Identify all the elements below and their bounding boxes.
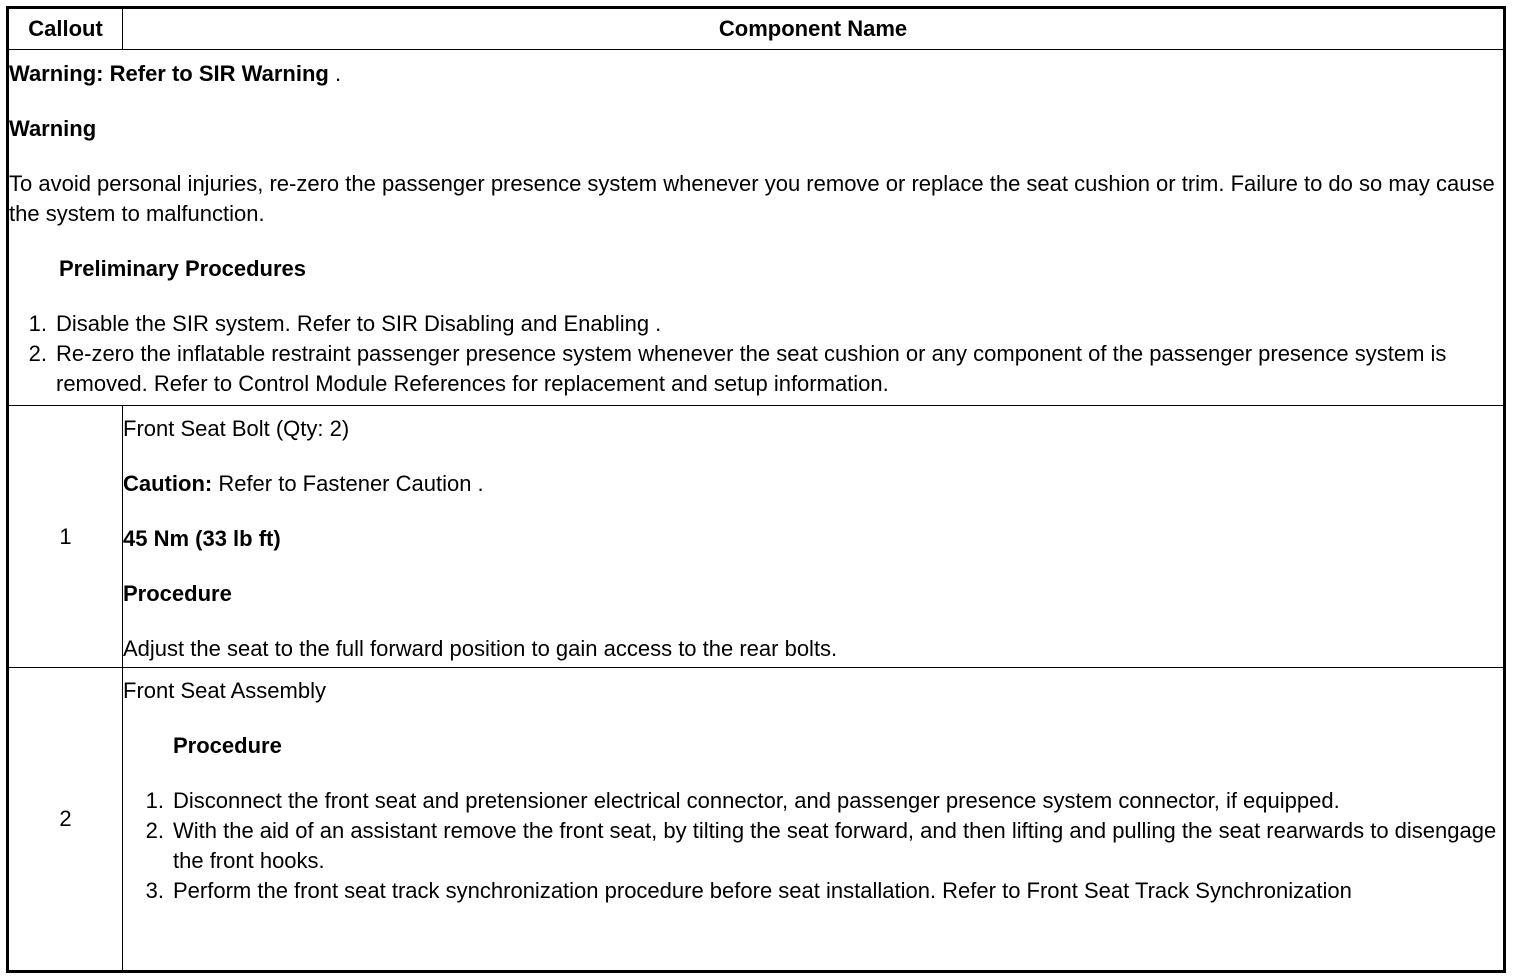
preliminary-procedures-title: Preliminary Procedures xyxy=(59,256,307,281)
procedure-text: Adjust the seat to the full forward position to gain access to the rear bolts. xyxy=(123,636,838,661)
intro-row xyxy=(8,50,1505,406)
component-cell xyxy=(123,406,1505,668)
warning-body: To avoid personal injuries, re-zero the passenger presence system whenever you remove or replace the seat cushion or trim. Failure to do so may cause the system to malfunction. xyxy=(9,171,1495,226)
procedure-title: Procedure xyxy=(173,733,282,758)
header-component-name: Component Name xyxy=(123,8,1505,50)
preliminary-steps-list xyxy=(9,309,1503,399)
callout-number: 1 xyxy=(8,406,123,668)
component-name: Front Seat Assembly xyxy=(123,678,326,703)
component-name: Front Seat Bolt (Qty: 2) xyxy=(123,416,350,441)
list-item: 2. Re-zero the inflatable restraint passenger presence system whenever the seat cushion or any component of the passenger presence system is removed. Refer to Control Module References for replacement and setup information. xyxy=(28,341,1447,396)
procedure-steps-list xyxy=(123,786,1503,906)
table-row xyxy=(8,406,1505,668)
list-item: 1. Disconnect the front seat and pretensioner electrical connector, and passenger presence system connector, if equipped. xyxy=(145,788,1340,813)
list-item: 2. With the aid of an assistant remove the front seat, by tilting the seat forward, and then lifting and pulling the seat rearwards to disengage the front hooks. xyxy=(145,818,1497,873)
torque-spec: 45 Nm (33 lb ft) xyxy=(123,526,281,551)
list-item: 3. Perform the front seat track synchronization procedure before seat installation. Refer to Front Seat Track Synchronization xyxy=(145,878,1352,903)
header-callout: Callout xyxy=(8,8,123,50)
callout-number: 2 xyxy=(8,668,123,972)
procedure-title: Procedure xyxy=(123,581,232,606)
header-row xyxy=(8,8,1505,50)
table-row xyxy=(8,668,1505,972)
component-table xyxy=(6,6,1506,973)
caution-note: Caution: Refer to Fastener Caution . xyxy=(123,471,484,496)
list-item: 1. Disable the SIR system. Refer to SIR Disabling and Enabling . xyxy=(28,311,662,336)
warning-reference: Warning: Refer to SIR Warning . xyxy=(9,61,342,86)
intro-cell xyxy=(8,50,1505,406)
component-cell xyxy=(123,668,1505,972)
warning-title: Warning xyxy=(9,116,97,141)
